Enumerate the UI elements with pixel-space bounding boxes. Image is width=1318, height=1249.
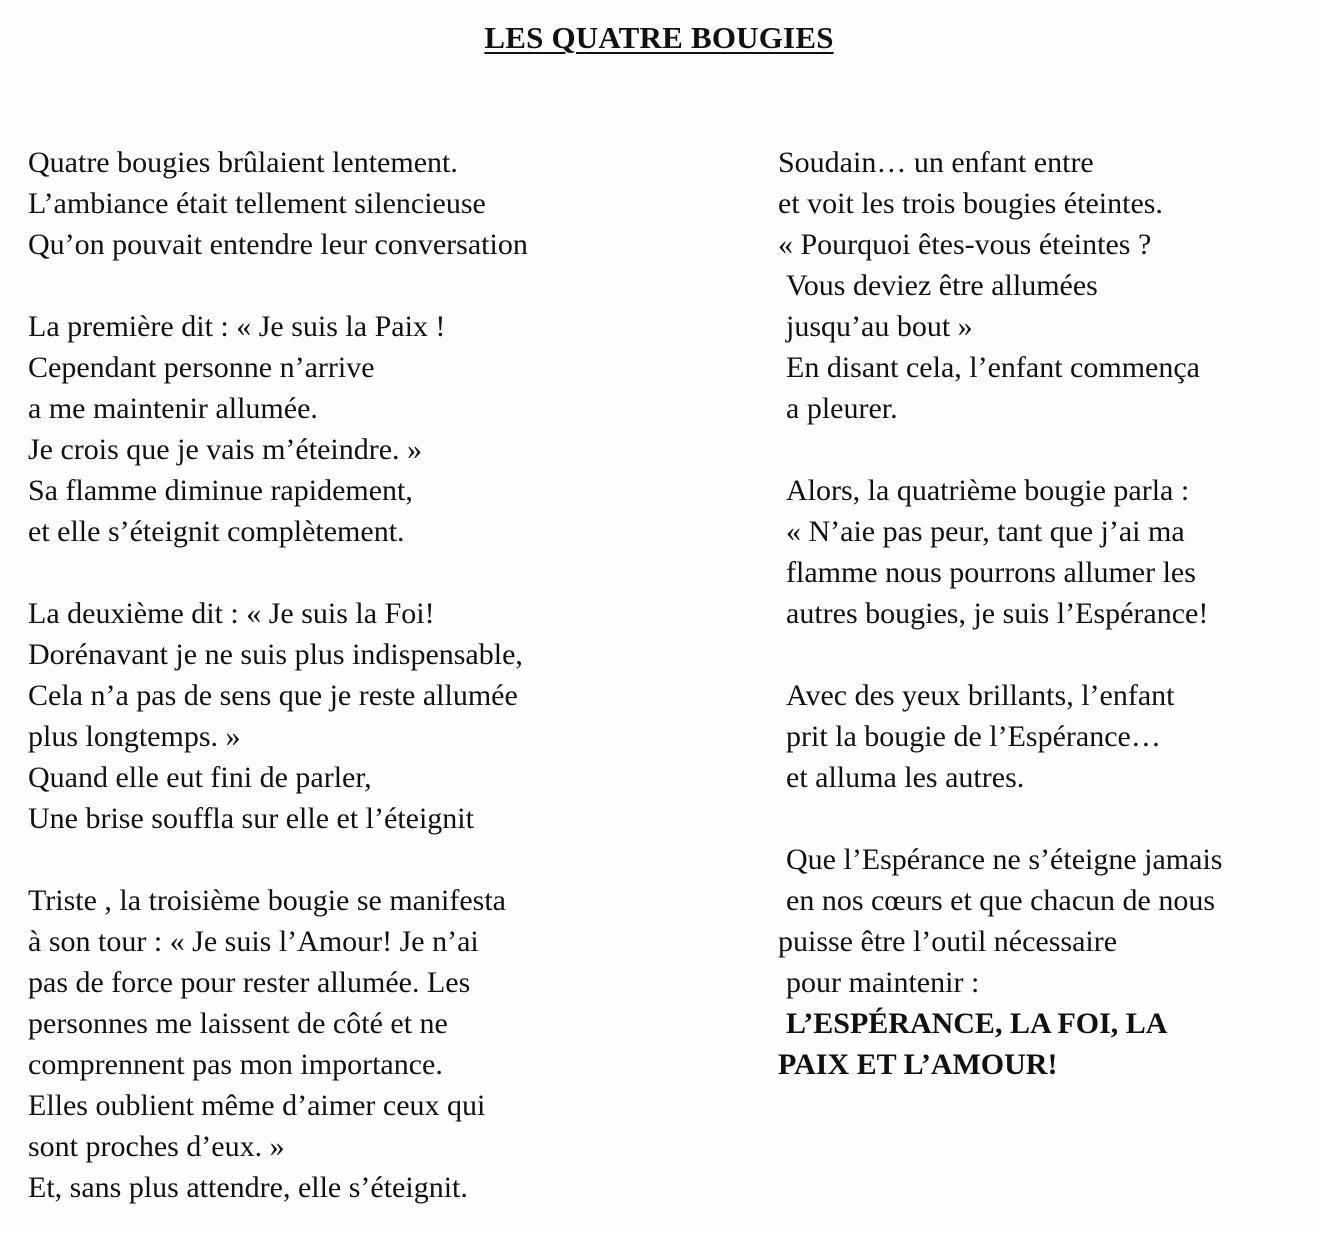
poem-line: a me maintenir allumée. <box>28 392 318 425</box>
poem-line: personnes me laissent de côté et ne <box>28 1007 448 1040</box>
poem-line: à son tour : « Je suis l’Amour! Je n’ai <box>28 925 479 958</box>
poem-line: Elles oublient même d’aimer ceux qui <box>28 1089 486 1122</box>
poem-line: a pleurer. <box>786 392 898 425</box>
poem-line: puisse être l’outil nécessaire <box>778 925 1118 958</box>
poem-line: Quatre bougies brûlaient lentement. <box>28 146 458 179</box>
poem-line: autres bougies, je suis l’Espérance! <box>786 597 1209 630</box>
stanza-opening <box>28 142 728 265</box>
poem-line: Et, sans plus attendre, elle s’éteignit. <box>28 1171 468 1204</box>
right-column <box>778 142 1308 1085</box>
poem-line: comprennent pas mon importance. <box>28 1048 443 1081</box>
poem-line: Une brise souffla sur elle et l’éteignit <box>28 802 474 835</box>
poem-line: L’ambiance était tellement silencieuse <box>28 187 486 220</box>
poem-line: Cela n’a pas de sens que je reste allumée <box>28 679 518 712</box>
closing-bold-line: L’ESPÉRANCE, LA FOI, LA <box>786 1007 1168 1040</box>
poem-line: pour maintenir : <box>786 966 980 999</box>
stanza-fourth-candle <box>778 470 1308 634</box>
stanza-second-candle <box>28 593 728 839</box>
page-title: LES QUATRE BOUGIES <box>484 20 834 55</box>
poem-line: « Pourquoi êtes-vous éteintes ? <box>778 228 1152 261</box>
poem-line: et alluma les autres. <box>786 761 1025 794</box>
stanza-child-enters <box>778 142 1308 429</box>
poem-line: La première dit : « Je suis la Paix ! <box>28 310 446 343</box>
stanza-hope-lights <box>778 675 1308 798</box>
poem-line: plus longtemps. » <box>28 720 241 753</box>
poem-line: pas de force pour rester allumée. Les <box>28 966 471 999</box>
stanza-third-candle <box>28 880 728 1208</box>
poem-line: jusqu’au bout » <box>786 310 973 343</box>
poem-line: Qu’on pouvait entendre leur conversation <box>28 228 528 261</box>
left-column <box>28 142 728 1249</box>
poem-line: En disant cela, l’enfant commença <box>786 351 1200 384</box>
poem-line: en nos cœurs et que chacun de nous <box>786 884 1216 917</box>
poem-line: La deuxième dit : « Je suis la Foi! <box>28 597 435 630</box>
poem-line: Dorénavant je ne suis plus indispensable, <box>28 638 523 671</box>
poem-line: Alors, la quatrième bougie parla : <box>786 474 1190 507</box>
poem-line: et voit les trois bougies éteintes. <box>778 187 1163 220</box>
poem-line: et elle s’éteignit complètement. <box>28 515 405 548</box>
poem-line: Que l’Espérance ne s’éteigne jamais <box>786 843 1223 876</box>
poem-line: Sa flamme diminue rapidement, <box>28 474 413 507</box>
poem-line: Soudain… un enfant entre <box>778 146 1094 179</box>
poem-line: prit la bougie de l’Espérance… <box>786 720 1161 753</box>
poem-line: Je crois que je vais m’éteindre. » <box>28 433 423 466</box>
poem-line: Avec des yeux brillants, l’enfant <box>786 679 1175 712</box>
poem-line: Vous deviez être allumées <box>786 269 1098 302</box>
closing-bold-line: PAIX ET L’AMOUR! <box>778 1048 1058 1081</box>
poem-line: Quand elle eut fini de parler, <box>28 761 372 794</box>
poem-line: flamme nous pourrons allumer les <box>786 556 1196 589</box>
stanza-first-candle <box>28 306 728 552</box>
stanza-closing <box>778 839 1308 1085</box>
poem-line: Cependant personne n’arrive <box>28 351 375 384</box>
poem-line: sont proches d’eux. » <box>28 1130 285 1163</box>
poem-line: « N’aie pas peur, tant que j’ai ma <box>786 515 1185 548</box>
poem-line: Triste , la troisième bougie se manifesta <box>28 884 506 917</box>
